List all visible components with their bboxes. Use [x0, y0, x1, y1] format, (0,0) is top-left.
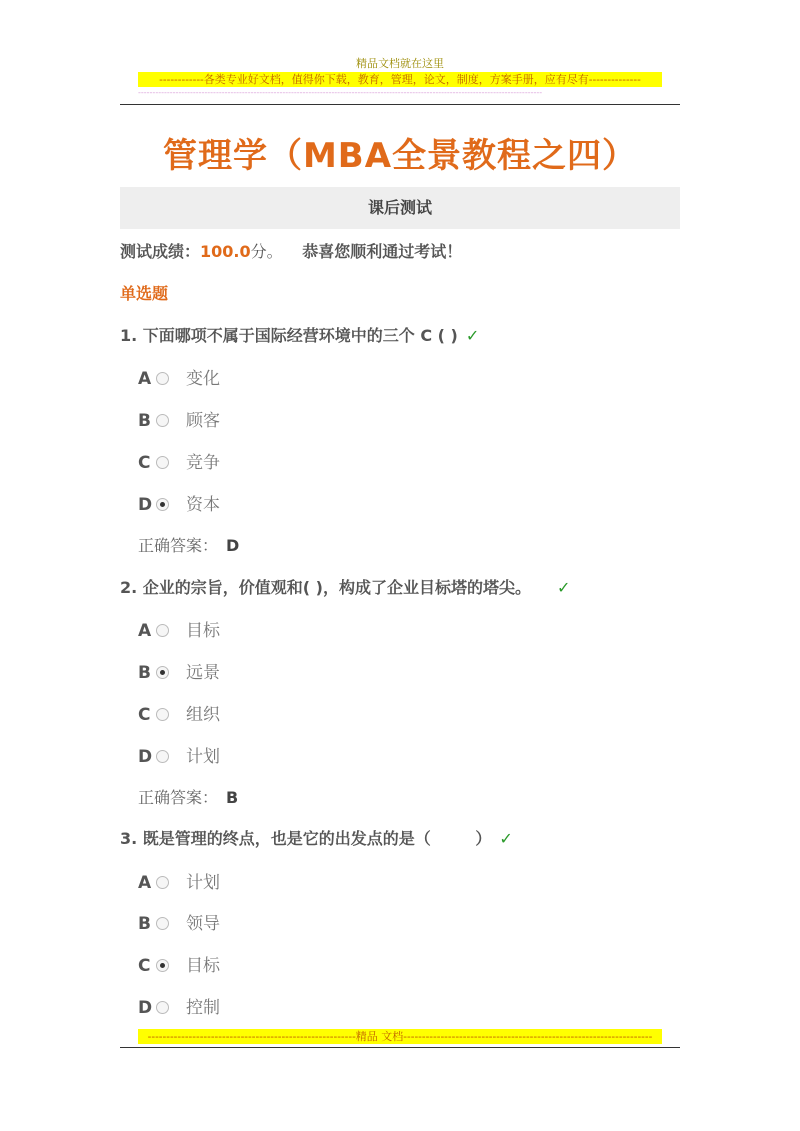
header-title: 精品文档就在这里 — [356, 57, 444, 70]
radio-icon[interactable] — [156, 624, 169, 637]
correct-answer-1 — [138, 533, 239, 556]
correct-answer-2 — [138, 785, 238, 808]
question-type-label: 单选题 — [120, 284, 169, 303]
option-3-a[interactable] — [138, 868, 220, 893]
option-text: 目标 — [186, 621, 220, 641]
option-1-c[interactable] — [138, 448, 220, 473]
header-rule — [120, 104, 680, 105]
option-letter: A — [138, 873, 152, 893]
option-letter: A — [138, 369, 152, 389]
option-1-a[interactable] — [138, 364, 220, 389]
score-line — [120, 239, 462, 262]
option-2-b[interactable] — [138, 658, 220, 683]
option-text: 控制 — [186, 998, 220, 1018]
option-text: 顾客 — [186, 411, 220, 431]
answer-value: D — [226, 536, 240, 555]
score-label: 测试成绩： — [120, 242, 201, 261]
answer-value: B — [226, 788, 239, 807]
option-3-b[interactable] — [138, 909, 220, 934]
option-text: 资本 — [186, 495, 220, 515]
header-banner: ------------各类专业好文档，值得你下载，教育，管理，论文，制度，方案手册，应有尽有-------------- — [138, 72, 662, 87]
radio-icon[interactable] — [156, 456, 169, 469]
answer-label: 正确答案： — [138, 788, 219, 807]
check-icon: ✓ — [556, 578, 571, 597]
option-letter: C — [138, 956, 151, 976]
question-text: 1. 下面哪项不属于国际经营环境中的三个 C ( ) — [120, 326, 458, 345]
option-text: 计划 — [186, 873, 220, 893]
option-text: 竞争 — [186, 453, 220, 473]
option-letter: B — [138, 411, 151, 431]
page-title: 管理学（MBA全景教程之四） — [162, 136, 638, 176]
score-value: 100.0 — [200, 242, 251, 261]
option-3-c[interactable] — [138, 951, 220, 976]
option-letter: A — [138, 621, 152, 641]
radio-icon[interactable] — [156, 876, 169, 889]
radio-icon[interactable] — [156, 750, 169, 763]
answer-label: 正确答案： — [138, 536, 219, 555]
radio-selected-icon[interactable] — [156, 498, 169, 511]
option-text: 远景 — [186, 663, 220, 683]
option-2-a[interactable] — [138, 616, 220, 641]
radio-selected-icon[interactable] — [156, 666, 169, 679]
option-letter: B — [138, 663, 151, 683]
option-1-d[interactable] — [138, 490, 220, 515]
radio-icon[interactable] — [156, 1001, 169, 1014]
option-letter: D — [138, 998, 153, 1018]
score-unit: 分。 — [250, 242, 283, 261]
question-text: 3. 既是管理的终点，也是它的出发点的是（ ） — [120, 829, 492, 848]
option-2-c[interactable] — [138, 700, 220, 725]
score-message: 恭喜您顺利通过考试！ — [302, 242, 463, 261]
option-letter: B — [138, 914, 151, 934]
section-title-bar: 课后测试 — [120, 187, 680, 229]
option-3-d[interactable] — [138, 993, 220, 1018]
option-letter: D — [138, 495, 153, 515]
question-3 — [120, 826, 513, 849]
option-text: 变化 — [186, 369, 220, 389]
question-1 — [120, 323, 479, 346]
option-text: 计划 — [186, 747, 220, 767]
question-text: 2. 企业的宗旨，价值观和( )，构成了企业目标塔的塔尖。 — [120, 578, 531, 597]
radio-icon[interactable] — [156, 372, 169, 385]
question-2 — [120, 575, 570, 598]
header-dash-line: -------------------------------------------------------------------------------------------------------------------------------------------- — [138, 89, 543, 97]
option-text: 组织 — [186, 705, 220, 725]
option-letter: C — [138, 705, 151, 725]
check-icon: ✓ — [465, 326, 480, 345]
radio-icon[interactable] — [156, 414, 169, 427]
radio-icon[interactable] — [156, 708, 169, 721]
option-2-d[interactable] — [138, 742, 220, 767]
footer-rule — [120, 1047, 680, 1048]
option-letter: D — [138, 747, 153, 767]
footer-banner: --------------------------------------------------------精品 文档------------------------------------------------------------------- — [138, 1029, 662, 1044]
option-text: 领导 — [186, 914, 220, 934]
option-text: 目标 — [186, 956, 220, 976]
radio-icon[interactable] — [156, 917, 169, 930]
radio-selected-icon[interactable] — [156, 959, 169, 972]
option-letter: C — [138, 453, 151, 473]
check-icon: ✓ — [499, 829, 513, 848]
option-1-b[interactable] — [138, 406, 220, 431]
